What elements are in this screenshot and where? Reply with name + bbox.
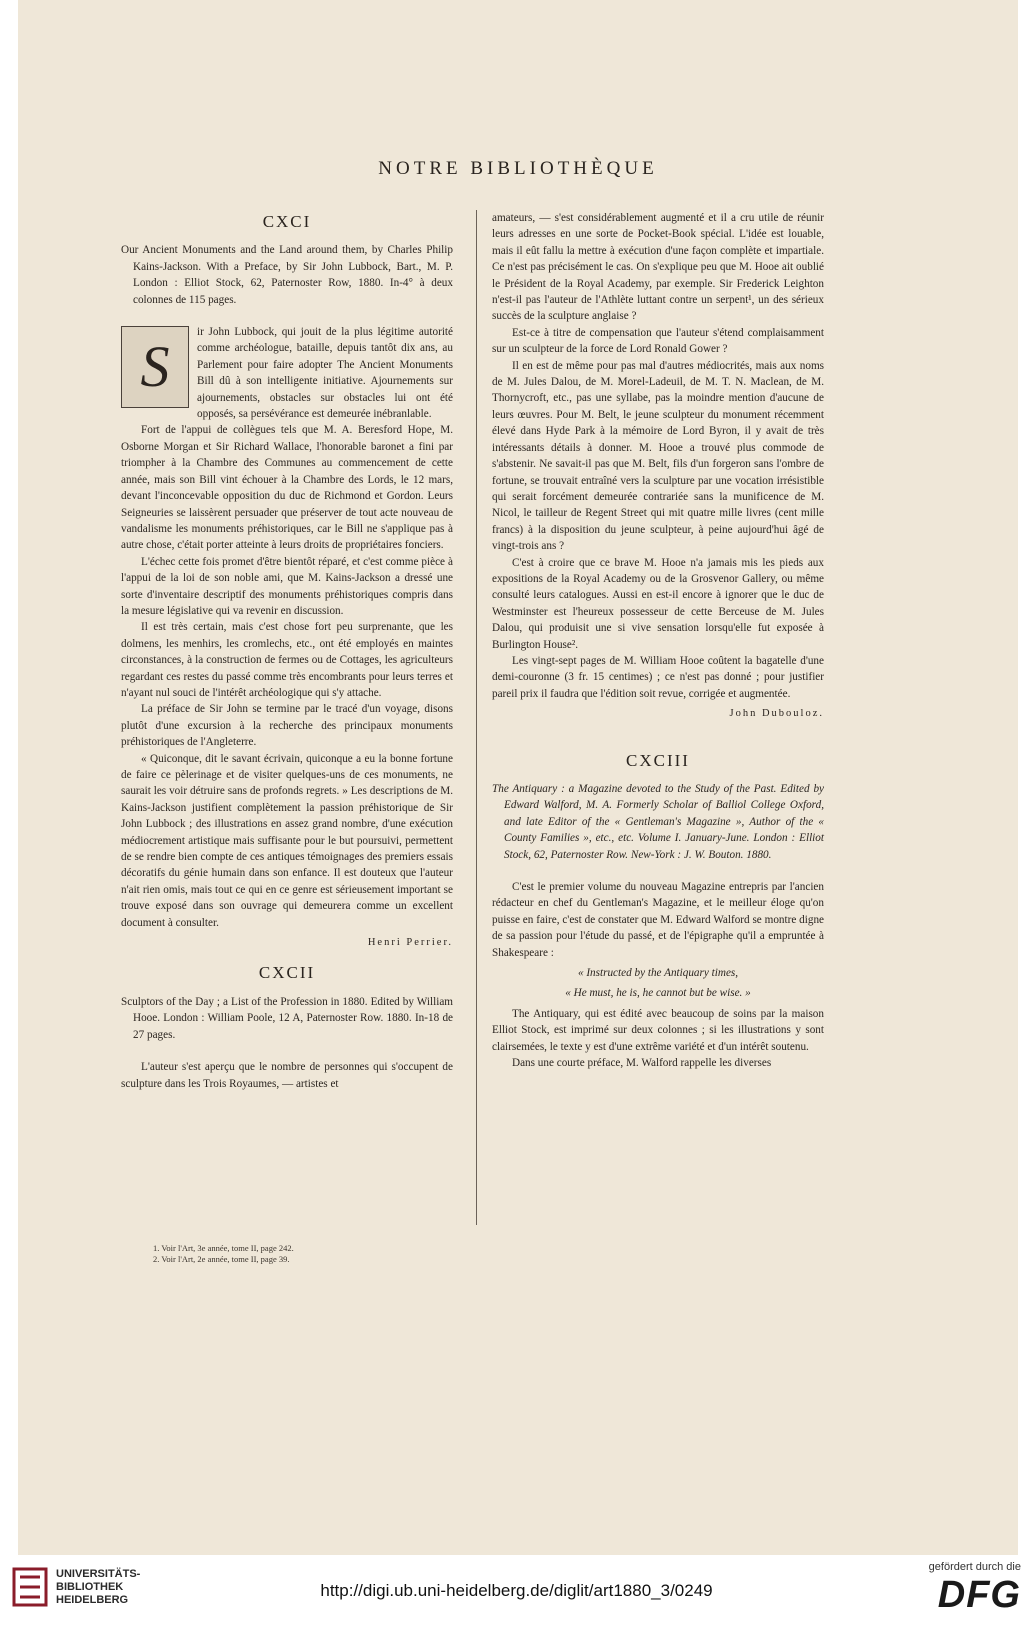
permalink-url[interactable]: http://digi.ub.uni-heidelberg.de/diglit/art1880_3/0249 xyxy=(320,1581,713,1600)
bibliographic-reference: Our Ancient Monuments and the Land around them, by Charles Philip Kains-Jackson. With a Preface, by Sir John Lubbock, Bart., M. P. London : Elliot Stock, 62, Paternoster Row, 1880. In-4° à deux colonnes de 115 pages. xyxy=(121,244,453,306)
dfg-logo[interactable] xyxy=(929,1561,1021,1617)
paragraph: L'échec cette fois promet d'être bientôt réparé, et c'est comme pièce à l'appui de la loi de son noble ami, que M. Kains-Jackson a dressé une sorte d'inventaire descriptif des monuments préhistoriques compris dans la mesure législative qui va revenir en discussion. xyxy=(121,555,453,617)
paragraph: The Antiquary, qui est édité avec beaucoup de soins par la maison Elliot Stock, est imprimé sur deux colonnes ; si les illustrations y sont clairsemées, le texte y est d'une extrême variété et d'un intérêt soutenu. xyxy=(492,1007,824,1053)
paragraph: C'est à croire que ce brave M. Hooe n'a jamais mis les pieds aux expositions de la Royal Academy ou de la Grosvenor Gallery, ou même consulté leurs catalogues. Aussi en est-il encore à ignorer que le duc de Westminster est l'heureux possesseur de cette Berceuse de M. Jules Dalou, qui produisit une si vive sensation lorsqu'elle fut exposée à Burlington House². xyxy=(492,556,824,651)
bibliographic-reference: The Antiquary : a Magazine devoted to the Study of the Past. Edited by Edward Walford, M. A. Formerly Scholar of Balliol College Oxford, and late Editor of the « Gentleman's Magazine », Author of the « County Families », etc., etc. Volume I. January-June. London : Elliot Stock, 62, Paternoster Row. New-York : J. W. Bouton. 1880. xyxy=(492,783,824,861)
ornamental-initial: S xyxy=(121,326,189,408)
left-column xyxy=(121,210,453,1092)
section-heading-cxcii: CXCII xyxy=(258,963,316,983)
funded-by-label: gefördert durch die xyxy=(928,1561,1021,1573)
library-name-line: UNIVERSITÄTS- xyxy=(56,1567,141,1580)
footnotes xyxy=(153,1243,294,1265)
viewer-footer xyxy=(0,1555,1033,1643)
signature: John Dubouloz. xyxy=(729,708,824,720)
column-divider xyxy=(476,210,477,1225)
section-heading-cxciii: CXCIII xyxy=(626,750,690,770)
epigraph-line: « He must, he is, he cannot but be wise. » xyxy=(565,987,751,1000)
footnote: 2. Voir l'Art, 2e année, tome II, page 39. xyxy=(153,1254,290,1264)
epigraph-line: « Instructed by the Antiquary times, xyxy=(577,967,739,980)
paragraph: L'auteur s'est aperçu que le nombre de personnes qui s'occupent de sculpture dans les Trois Royaumes, — artistes et xyxy=(121,1061,453,1090)
footnote: 1. Voir l'Art, 3e année, tome II, page 242. xyxy=(153,1243,294,1253)
paragraph: Les vingt-sept pages de M. William Hooe coûtent la bagatelle d'une demi-couronne (3 fr. 15 centimes) ; ce n'est pas donné ; pour justifier pareil prix il faudra que l'édition soit revue, corrigée et augmentée. xyxy=(492,654,824,700)
paragraph: Dans une courte préface, M. Walford rappelle les diverses xyxy=(512,1057,772,1070)
page-title: NOTRE BIBLIOTHÈQUE xyxy=(378,158,658,179)
paragraph: C'est le premier volume du nouveau Magazine entrepris par l'ancien rédacteur en chef du Gentleman's Magazine, et le meilleur éloge qu'on puisse en faire, c'est de constater que M. Edward Walford se montre digne de sa passion pour l'étude du passé, et de l'épigraphe qu'il a empruntée à Shakespeare : xyxy=(492,881,824,959)
paragraph: amateurs, — s'est considérablement augmenté et il a cru utile de réunir leurs adresses en une sorte de Pocket-Book spécial. L'idée est louable, mais il eût fallu la mettre à exécution d'une façon complète et impartiale. Ce n'est pas précisément le cas. On s'explique peu que M. Hooe ait oublié le Président de la Royal Academy, par exemple. Sir Frederick Leighton n'est-il pas l'auteur de l'Athlète luttant contre un serpent¹, un des sérieux succès de la sculpture anglaise ? xyxy=(492,212,824,323)
library-name-line: BIBLIOTHEK xyxy=(56,1580,124,1593)
library-name-line: HEIDELBERG xyxy=(56,1593,129,1606)
paragraph: Il en est de même pour pas mal d'autres médiocrités, mais aux noms de M. Jules Dalou, de M. Morel-Ladeuil, de M. T. N. Maclean, de M. Thornycroft, etc., pas une syllabe, pas la moindre mention d'aucune de leurs œuvres. Pour M. Belt, le jeune sculpteur du monument récemment élevé dans Hyde Park à la mémoire de Lord Byron, il y avait de très intéressants détails à donner. M. Hooe a trouvé plus commode de s'abstenir. Ne savait-il pas que M. Belt, fils d'un forgeron sans l'ombre de fortune, se trouvait entraîné vers la sculpture par une vocation irrésistible qui serait forcément demeurée contrariée sans la munificence de M. Nicol, le tailleur de Regent Street qui mit quatre mille livres (cent mille francs) à la disposition du jeune sculpteur, à peine aujourd'hui âgé de vingt-trois ans ? xyxy=(492,359,824,553)
paragraph: La préface de Sir John se termine par le tracé d'un voyage, disons plutôt d'une excursion à la recherche des principaux monuments préhistoriques de l'Angleterre. xyxy=(121,703,453,749)
paragraph: « Quiconque, dit le savant écrivain, quiconque a eu la bonne fortune de faire ce pèlerinage et de visiter quelques-uns de ces monuments, ne saurait les voir détruire sans de profonds regrets. » Les descriptions de M. Kains-Jackson justifient complètement la passion préhistorique de Sir John Lubbock ; des illustrations en assez grand nombre, d'une exécution médiocrement artistique mais suffisante pour le but poursuivi, permettent de se rendre bien compte de ces antiques témoignages des premiers essais décoratifs du génie humain dans son enfance. Il est douteux que l'auteur n'ait rien omis, mais tout ce qui en ce genre est sérieusement important se trouve exposé dans son ouvrage qui demeurera comme un excellent document à consulter. xyxy=(121,752,453,929)
paragraph: Est-ce à titre de compensation que l'auteur s'étend complaisamment sur un sculpteur de la force de Lord Ronald Gower ? xyxy=(492,326,824,356)
paragraph: Il est très certain, mais c'est chose fort peu surprenante, que les dolmens, les menhirs, les cromlechs, etc., ont été employés en maintes circonstances, à la construction de fermes ou de Cottages, les agriculteurs regardant ces restes du passé comme très encombrants pour leurs terres et n'ayant nul souci de l'intérêt archéologique qui s'y attache. xyxy=(121,621,453,699)
scanned-page xyxy=(18,0,1018,1555)
paragraph: ir John Lubbock, qui jouit de la plus légitime autorité comme archéologue, bataille, depuis tantôt dix ans, au Parlement pour faire adopter The Ancient Monuments Bill dû à son intelligente initiative. Ajournements sur ajournements, obstacles sur obstacles lui ont été opposés, sa persévérance est demeurée inébranlable. xyxy=(197,326,453,421)
paragraph: Fort de l'appui de collègues tels que M. A. Beresford Hope, M. Osborne Morgan et Sir Richard Wallace, l'honorable baronet a fini par triompher à la Chambre des Communes au commencement de cette année, mais son Bill vint échouer à la Chambre des Lords, le 12 mars, devant l'inconcevable opposition du duc de Richmond et Gordon. Leurs Seigneuries se laissèrent persuader que préserver de tout acte nouveau de vandalisme les monuments préhistoriques, car le Bill ne s'applique pas à autre chose, c'était porter atteinte à leurs droits de propriétaires fonciers. xyxy=(121,424,453,552)
dropcap-paragraph xyxy=(121,324,453,422)
right-column xyxy=(492,210,824,1072)
signature: Henri Perrier. xyxy=(367,937,453,949)
section-heading-cxci: CXCI xyxy=(262,212,312,231)
bibliographic-reference: Sculptors of the Day ; a List of the Profession in 1880. Edited by William Hooe. London : William Poole, 12 A, Paternoster Row. 1880. In-18 de 27 pages. xyxy=(121,995,453,1041)
dfg-wordmark: DFG xyxy=(937,1574,1021,1616)
